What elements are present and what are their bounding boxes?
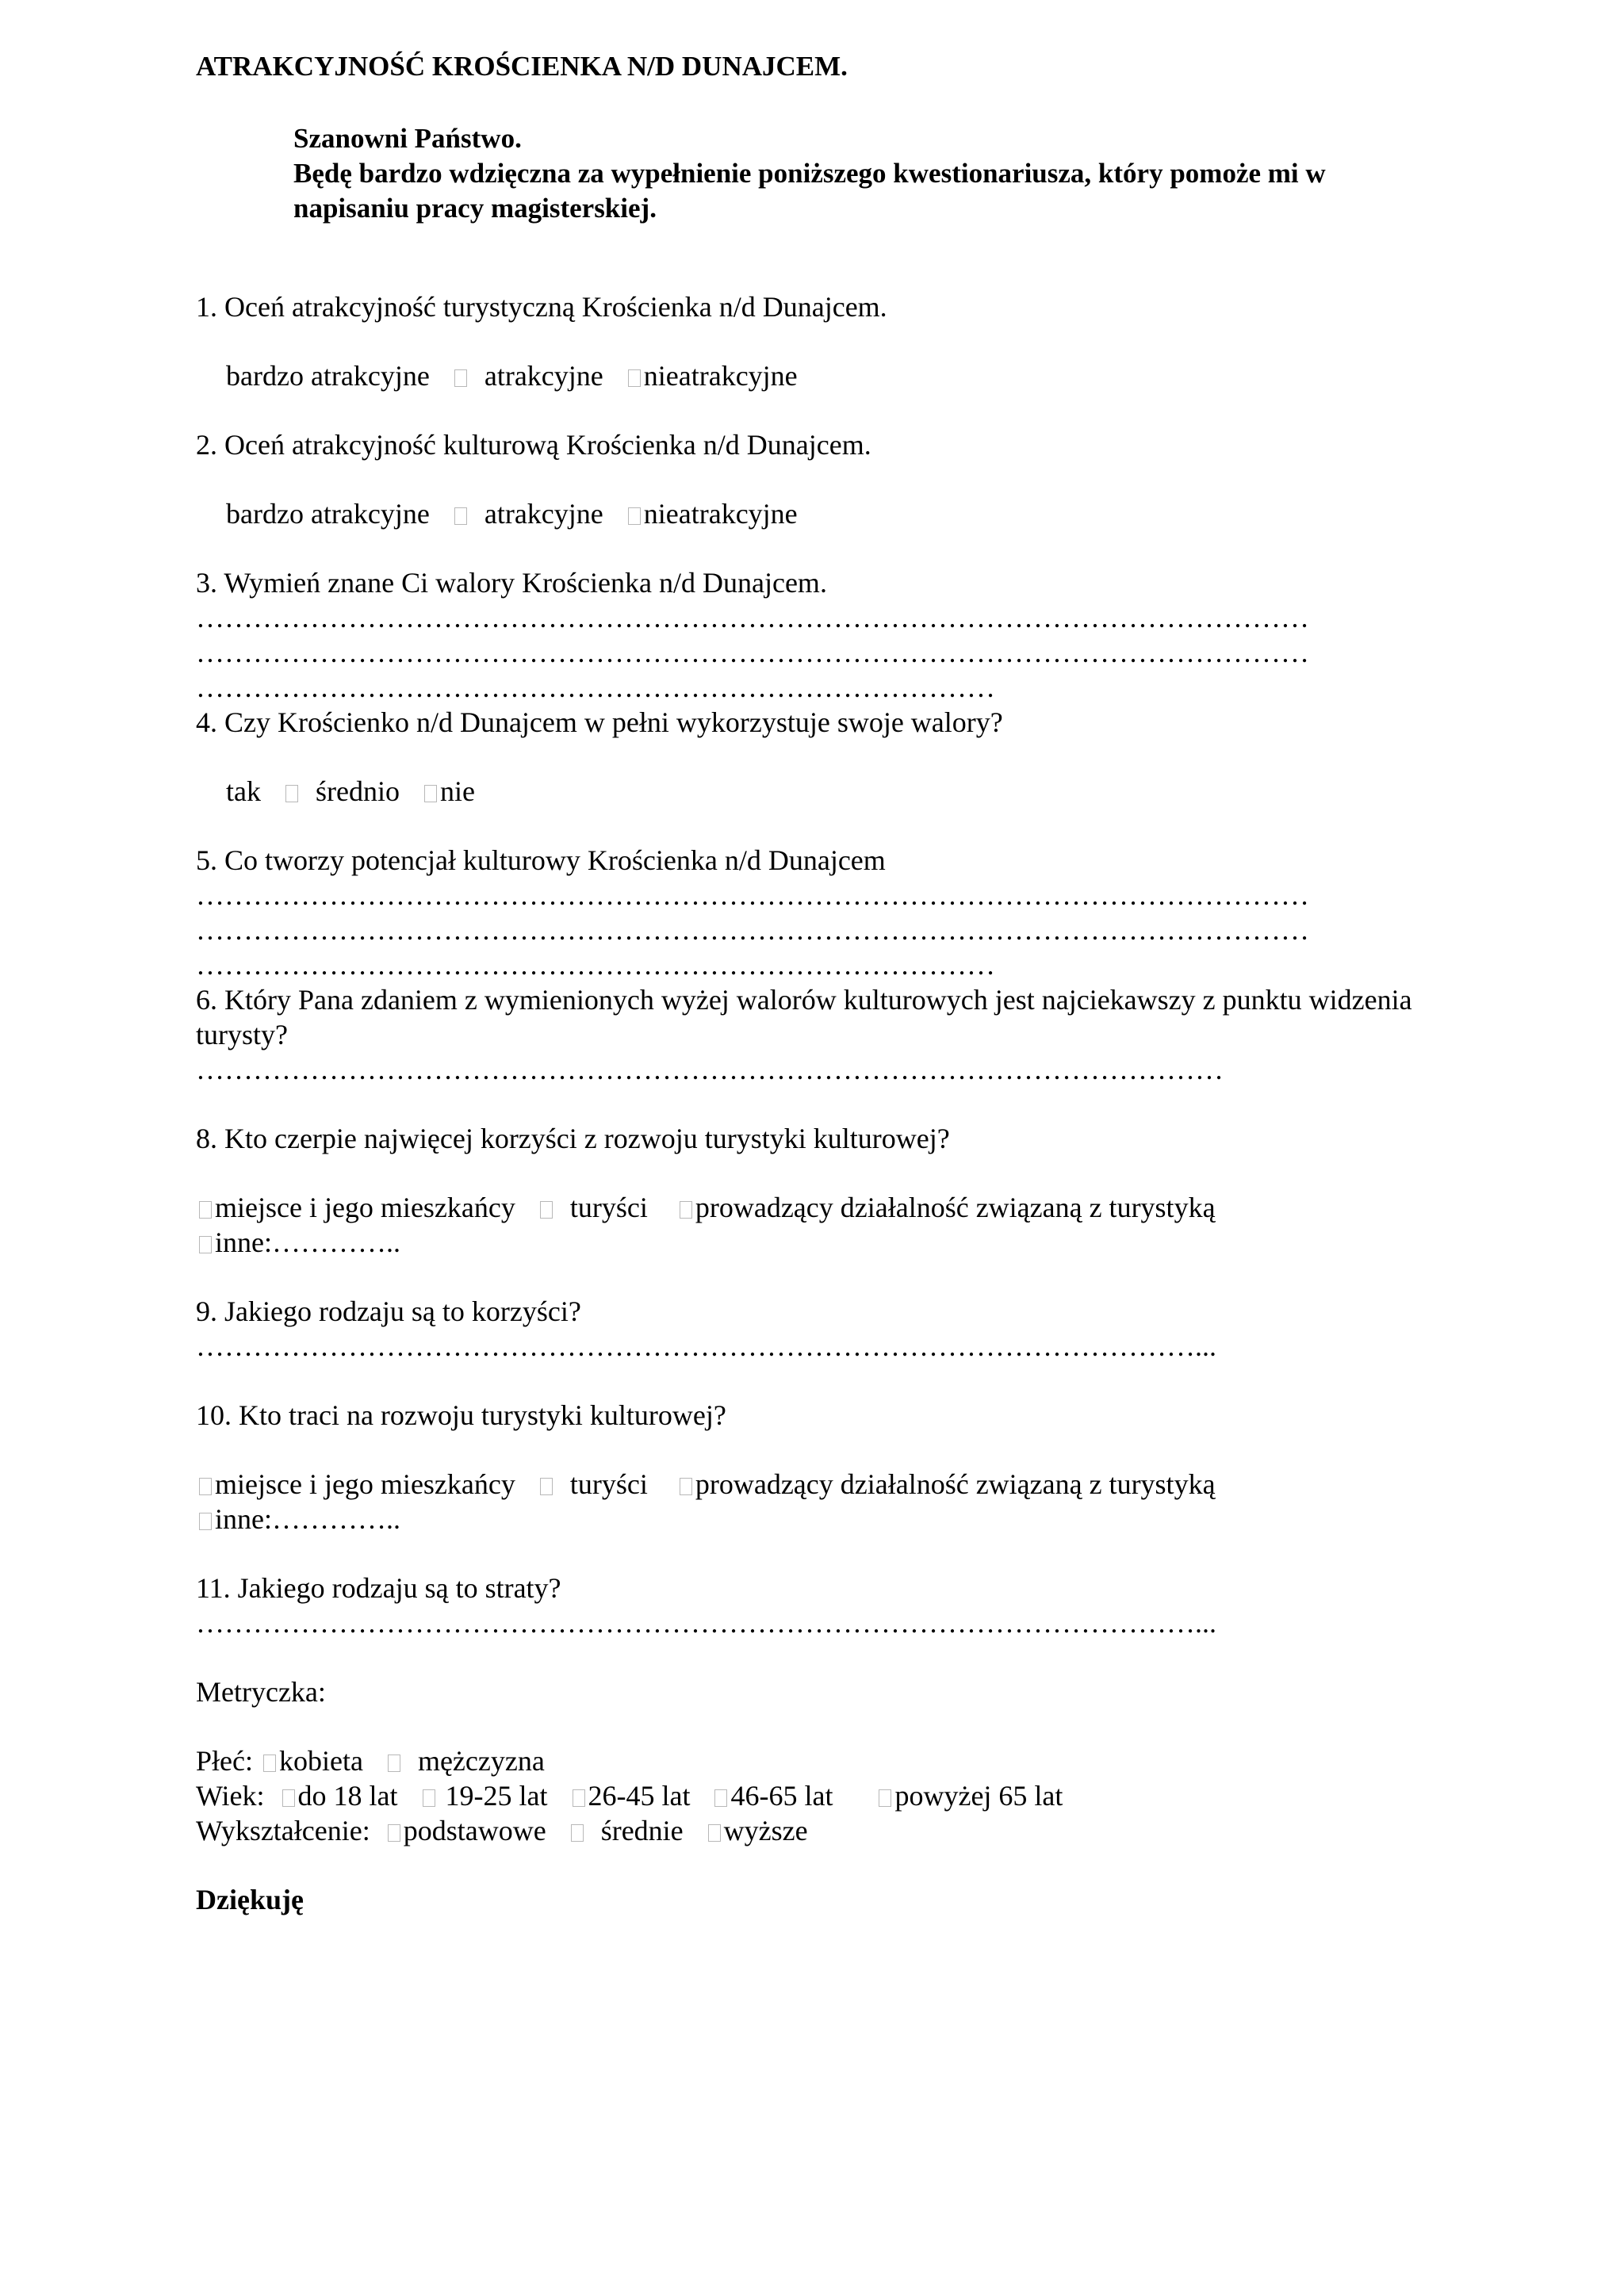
checkbox[interactable] (540, 1478, 553, 1495)
option-label: 19-25 lat (445, 1780, 548, 1812)
option-label: inne:………….. (215, 1226, 400, 1258)
question-9: 9. Jakiego rodzaju są to korzyści? (196, 1295, 581, 1327)
checkbox[interactable] (879, 1789, 891, 1807)
answer-line[interactable]: ……………………………………………………………………………………………………… (196, 879, 1309, 911)
question-8-options (196, 1190, 1449, 1225)
question-8: 8. Kto czerpie najwięcej korzyści z rozwoju turystyki kulturowej? (196, 1123, 950, 1154)
checkbox[interactable] (199, 1236, 212, 1253)
questionnaire (196, 49, 1449, 1917)
document-title: ATRAKCYJNOŚĆ KROŚCIENKA N/D DUNAJCEM. (196, 51, 848, 82)
option-label: inne:………….. (215, 1503, 400, 1535)
metryczka-heading: Metryczka: (196, 1676, 326, 1708)
option-label: powyżej 65 lat (894, 1780, 1063, 1812)
wiek-row (196, 1778, 1449, 1813)
checkbox[interactable] (282, 1789, 295, 1807)
checkbox[interactable] (454, 369, 467, 387)
thanks: Dziękuję (196, 1884, 304, 1915)
checkbox[interactable] (388, 1755, 400, 1772)
question-4-options (226, 774, 1449, 809)
option-label: kobieta (278, 1745, 363, 1777)
question-6: 6. Który Pana zdaniem z wymienionych wyżej walorów kulturowych jest najciekawszy z punktu widzenia turysty? (196, 984, 1412, 1050)
option-label: bardzo atrakcyjne (226, 360, 430, 392)
checkbox[interactable] (714, 1789, 727, 1807)
question-10-other (196, 1502, 1449, 1536)
question-2-options (226, 496, 1449, 531)
answer-line[interactable]: ……………………………………………………………………………………………………… (196, 602, 1309, 633)
option-label: prowadzący działalność związaną z turystyką (695, 1468, 1216, 1500)
option-label: miejsce i jego mieszkańcy (215, 1468, 515, 1500)
question-10-options (196, 1467, 1449, 1502)
answer-line[interactable]: ………………………………………………………………………… (196, 672, 995, 703)
checkbox[interactable] (199, 1478, 212, 1495)
checkbox[interactable] (263, 1755, 276, 1772)
option-label: nieatrakcyjne (643, 360, 798, 392)
wyksztalcenie-label: Wykształcenie: (196, 1815, 370, 1846)
checkbox[interactable] (540, 1201, 553, 1219)
option-label: bardzo atrakcyjne (226, 498, 430, 530)
option-label: atrakcyjne (484, 360, 603, 392)
question-1-options (226, 358, 1449, 393)
checkbox[interactable] (199, 1201, 212, 1219)
question-10: 10. Kto traci na rozwoju turystyki kulturowej? (196, 1399, 726, 1431)
question-4: 4. Czy Krościenko n/d Dunajcem w pełni wykorzystuje swoje walory? (196, 706, 1003, 738)
answer-line[interactable]: ……………………………………………………………………………………………… (196, 1054, 1224, 1085)
option-label: do 18 lat (297, 1780, 398, 1812)
greeting (293, 121, 1449, 226)
option-label: nieatrakcyjne (643, 498, 798, 530)
checkbox[interactable] (285, 785, 298, 802)
greeting-line-3: napisaniu pracy magisterskiej. (293, 193, 657, 224)
option-label: prowadzący działalność związaną z turystyką (695, 1192, 1216, 1223)
checkbox[interactable] (571, 1824, 584, 1842)
checkbox[interactable] (388, 1824, 400, 1842)
question-5: 5. Co tworzy potencjał kulturowy Krościenka n/d Dunajcem (196, 844, 886, 876)
answer-line[interactable]: ……………………………………………………………………………………………... (196, 1607, 1216, 1639)
wyksztalcenie-row (196, 1813, 1449, 1848)
wiek-label: Wiek: (196, 1780, 265, 1812)
answer-line[interactable]: ………………………………………………………………………… (196, 949, 995, 981)
option-label: tak (226, 775, 261, 807)
option-label: turyści (569, 1468, 648, 1500)
checkbox[interactable] (573, 1789, 585, 1807)
option-label: wyższe (723, 1815, 808, 1846)
checkbox[interactable] (680, 1201, 692, 1219)
checkbox[interactable] (628, 507, 641, 525)
option-label: nie (439, 775, 475, 807)
question-2: 2. Oceń atrakcyjność kulturową Krościenka n/d Dunajcem. (196, 429, 871, 461)
answer-line[interactable]: ……………………………………………………………………………………………………… (196, 637, 1309, 668)
checkbox[interactable] (423, 1789, 435, 1807)
checkbox[interactable] (454, 507, 467, 525)
plec-label: Płeć: (196, 1745, 253, 1777)
answer-line[interactable]: ……………………………………………………………………………………………………… (196, 914, 1309, 946)
checkbox[interactable] (628, 369, 641, 387)
option-label: turyści (569, 1192, 648, 1223)
checkbox[interactable] (708, 1824, 721, 1842)
greeting-line-2: Będę bardzo wdzięczna za wypełnienie poniższego kwestionariusza, który pomoże mi w (293, 158, 1326, 189)
option-label: podstawowe (403, 1815, 546, 1846)
option-label: 26-45 lat (588, 1780, 691, 1812)
plec-row (196, 1743, 1449, 1778)
option-label: miejsce i jego mieszkańcy (215, 1192, 515, 1223)
option-label: mężczyzna (417, 1745, 545, 1777)
option-label: 46-65 lat (730, 1780, 833, 1812)
question-8-other (196, 1225, 1449, 1260)
checkbox[interactable] (424, 785, 437, 802)
option-label: atrakcyjne (484, 498, 603, 530)
checkbox[interactable] (199, 1513, 212, 1530)
answer-line[interactable]: ……………………………………………………………………………………………... (196, 1330, 1216, 1362)
question-3: 3. Wymień znane Ci walory Krościenka n/d Dunajcem. (196, 567, 827, 599)
greeting-line-1: Szanowni Państwo. (293, 123, 522, 154)
question-1: 1. Oceń atrakcyjność turystyczną Krościenka n/d Dunajcem. (196, 291, 887, 323)
question-11: 11. Jakiego rodzaju są to straty? (196, 1572, 561, 1604)
checkbox[interactable] (680, 1478, 692, 1495)
option-label: średnie (600, 1815, 684, 1846)
option-label: średnio (315, 775, 400, 807)
